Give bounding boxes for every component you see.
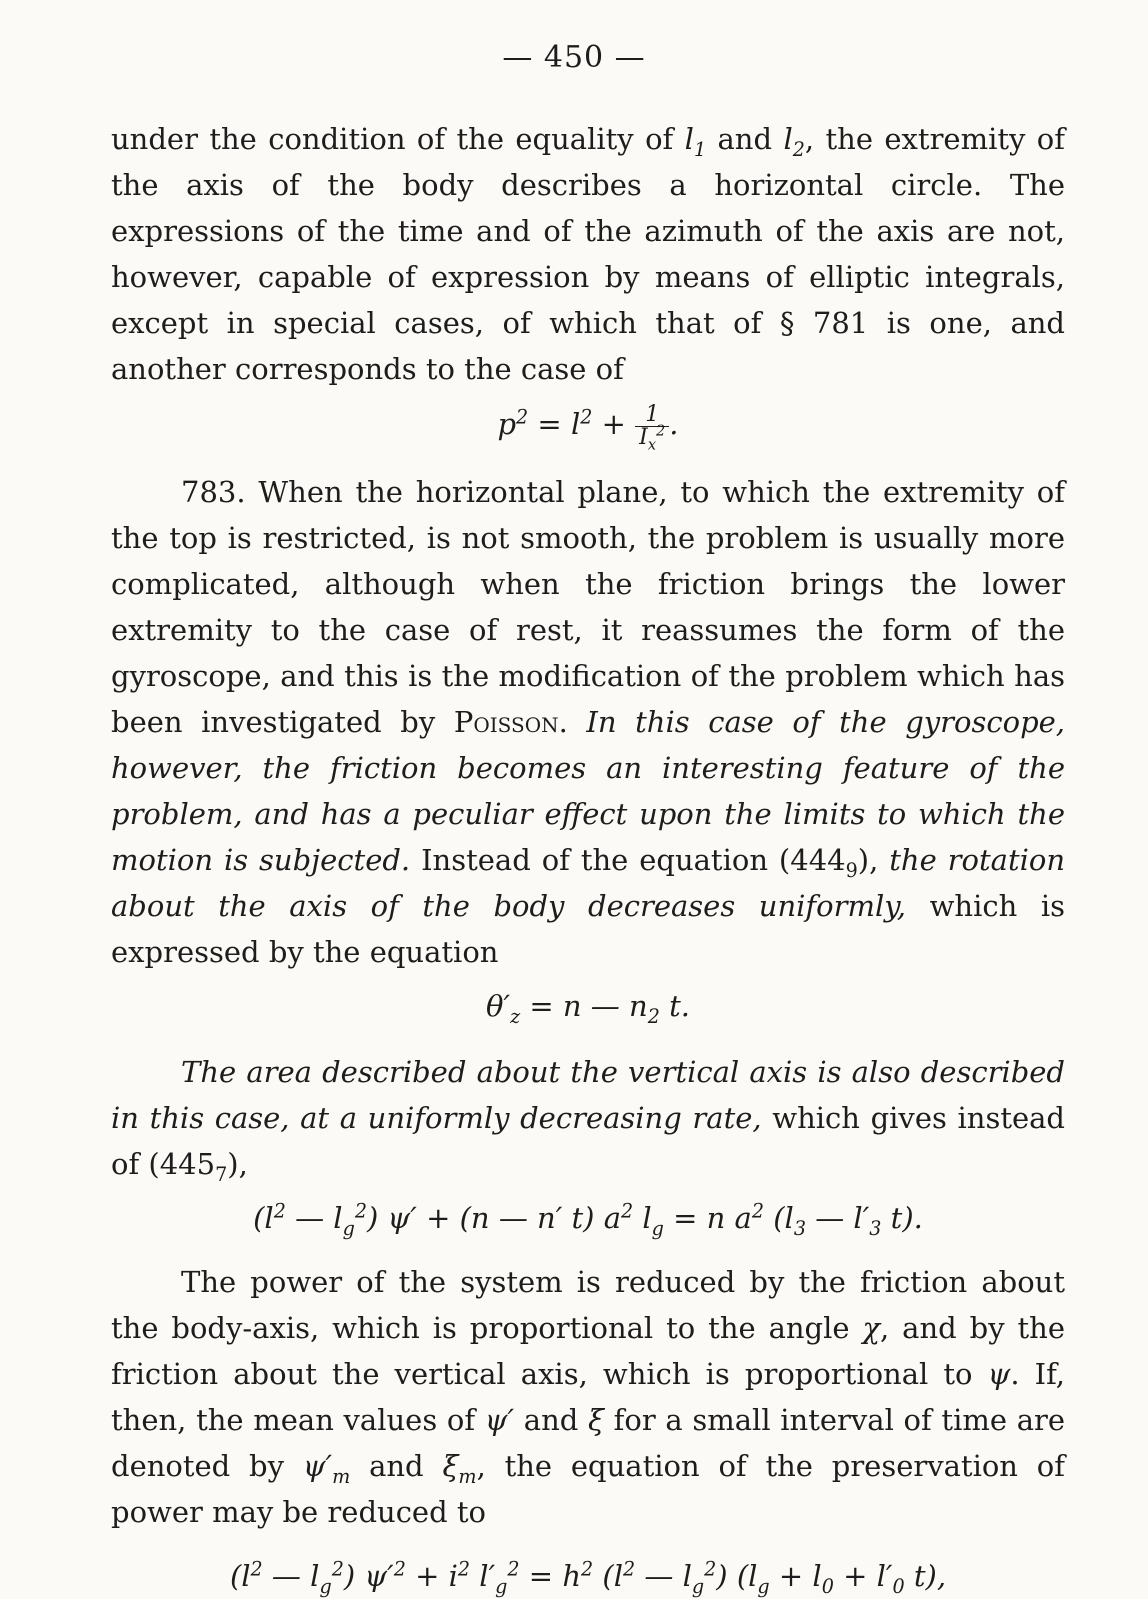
paragraph-power-text-g: , the equation of the preservation of power may be reduced to [111,1448,1065,1529]
math-l2: $l_2$ [783,122,805,161]
paragraph-1-text-a: under the condition of the equality of [111,122,685,156]
math-psi-m [302,1448,351,1488]
paragraph-783-text-b-end: ), [857,842,879,877]
paragraph-area-rate [111,1049,1065,1187]
paragraph-power-text-b: , and by the friction about the vertical axis, which is proportional to [111,1310,1065,1391]
paragraph-783 [111,469,1065,975]
math-psi-m-subscript: m [332,1464,351,1488]
paragraph-power-text-d: and [514,1402,589,1437]
paragraph-783-text-c: which is expressed by the equation [111,888,1065,969]
math-l1: $l_1$ [684,122,707,161]
equation-subscript-2: 7 [215,1162,228,1186]
math-xi-m-symbol: ξ [442,1448,459,1483]
paragraph-area-rate-text-end: ), [227,1146,248,1181]
math-xi-m-subscript: m [458,1464,477,1488]
paragraph-783-text-a: When the horizontal plane, to which the extremity of the top is restricted, is not smooth, the problem is usually more complicated, although when the friction brings the lower extremity to the case of rest, it reassumes the form of the gyroscope, and this is the modification of the problem which has been investigated by [111,474,1065,739]
equation-p-squared: $p^2 = l^2$ + $\frac{1}{I_x^2}$ . [497,401,679,453]
paragraph-power-text-f: and [350,1448,443,1483]
paragraph-1 [111,116,1065,392]
page-number: — 450 — [502,40,646,75]
paragraph-power-text-e: for a small interval of time are denoted by [111,1402,1066,1483]
math-psi: ψ [987,1356,1011,1391]
section-number: 783. [181,474,246,509]
paragraph-power [111,1259,1065,1535]
paragraph-area-rate-italic: The area described about the vertical axis is also described in this case, at a uniformly decreasing rate, [111,1054,1065,1135]
paragraph-783-italic-b: the rotation about the axis of the body decreases uniformly, [111,842,1066,923]
author-name: Poisson. [453,704,568,739]
paragraph-area-rate-text: which gives instead of (445 [111,1100,1065,1181]
paragraph-1-text-b: and [706,122,784,156]
math-xi-m [442,1448,477,1488]
paragraph-783-text-b: Instead of the equation (444 [421,842,846,877]
fraction-one-over-ix-squared: $\frac{1}{I_x^2}$ [635,404,669,449]
paragraph-power-text-a: The power of the system is reduced by the friction about the body-axis, which is proportional to the angle [111,1264,1065,1345]
paragraph-783-italic-a: In this case of the gyroscope, however, the friction becomes an interesting feature of the problem, and has a peculiar effect upon the limits to which the motion is subjected. [111,704,1066,877]
math-psi-prime: ψ′ [484,1402,515,1437]
math-xi: ξ [588,1402,604,1437]
paragraph-power-text-c: . If, then, the mean values of [111,1356,1066,1437]
page-content [111,116,1065,1599]
math-chi: χ [862,1310,881,1345]
paragraph-1-text-c: , the extremity of the axis of the body describes a horizontal circle. The expressions of the time and of the azimuth of the axis are not, however, capable of expression by means of elliptic integrals, except in special cases, of which that of § 781 is one, and another corresponds to the case of [111,122,1065,386]
math-psi-m-symbol: ψ′ [302,1448,333,1483]
equation-power-preservation: ($l^2$ — $l_g^2$) $\psi'^2 + i^2$ $l'_g^2 = h^2$ ($l^2$ — $l_g^2$) ($l_g + l_0 + l'_0$ t), [229,1556,947,1598]
equation-area-relation: ($l^2$ — $l_g^2$) ψ′ + (n — n′ t) $a^2$ $l_g = n$ $a^2$ ($l_3$ — $l'_3$ t). [253,1198,923,1240]
equation-subscript: 9 [845,858,858,882]
equation-theta-prime: $\theta'_z = n$ — $n_2$ t. [486,988,690,1028]
